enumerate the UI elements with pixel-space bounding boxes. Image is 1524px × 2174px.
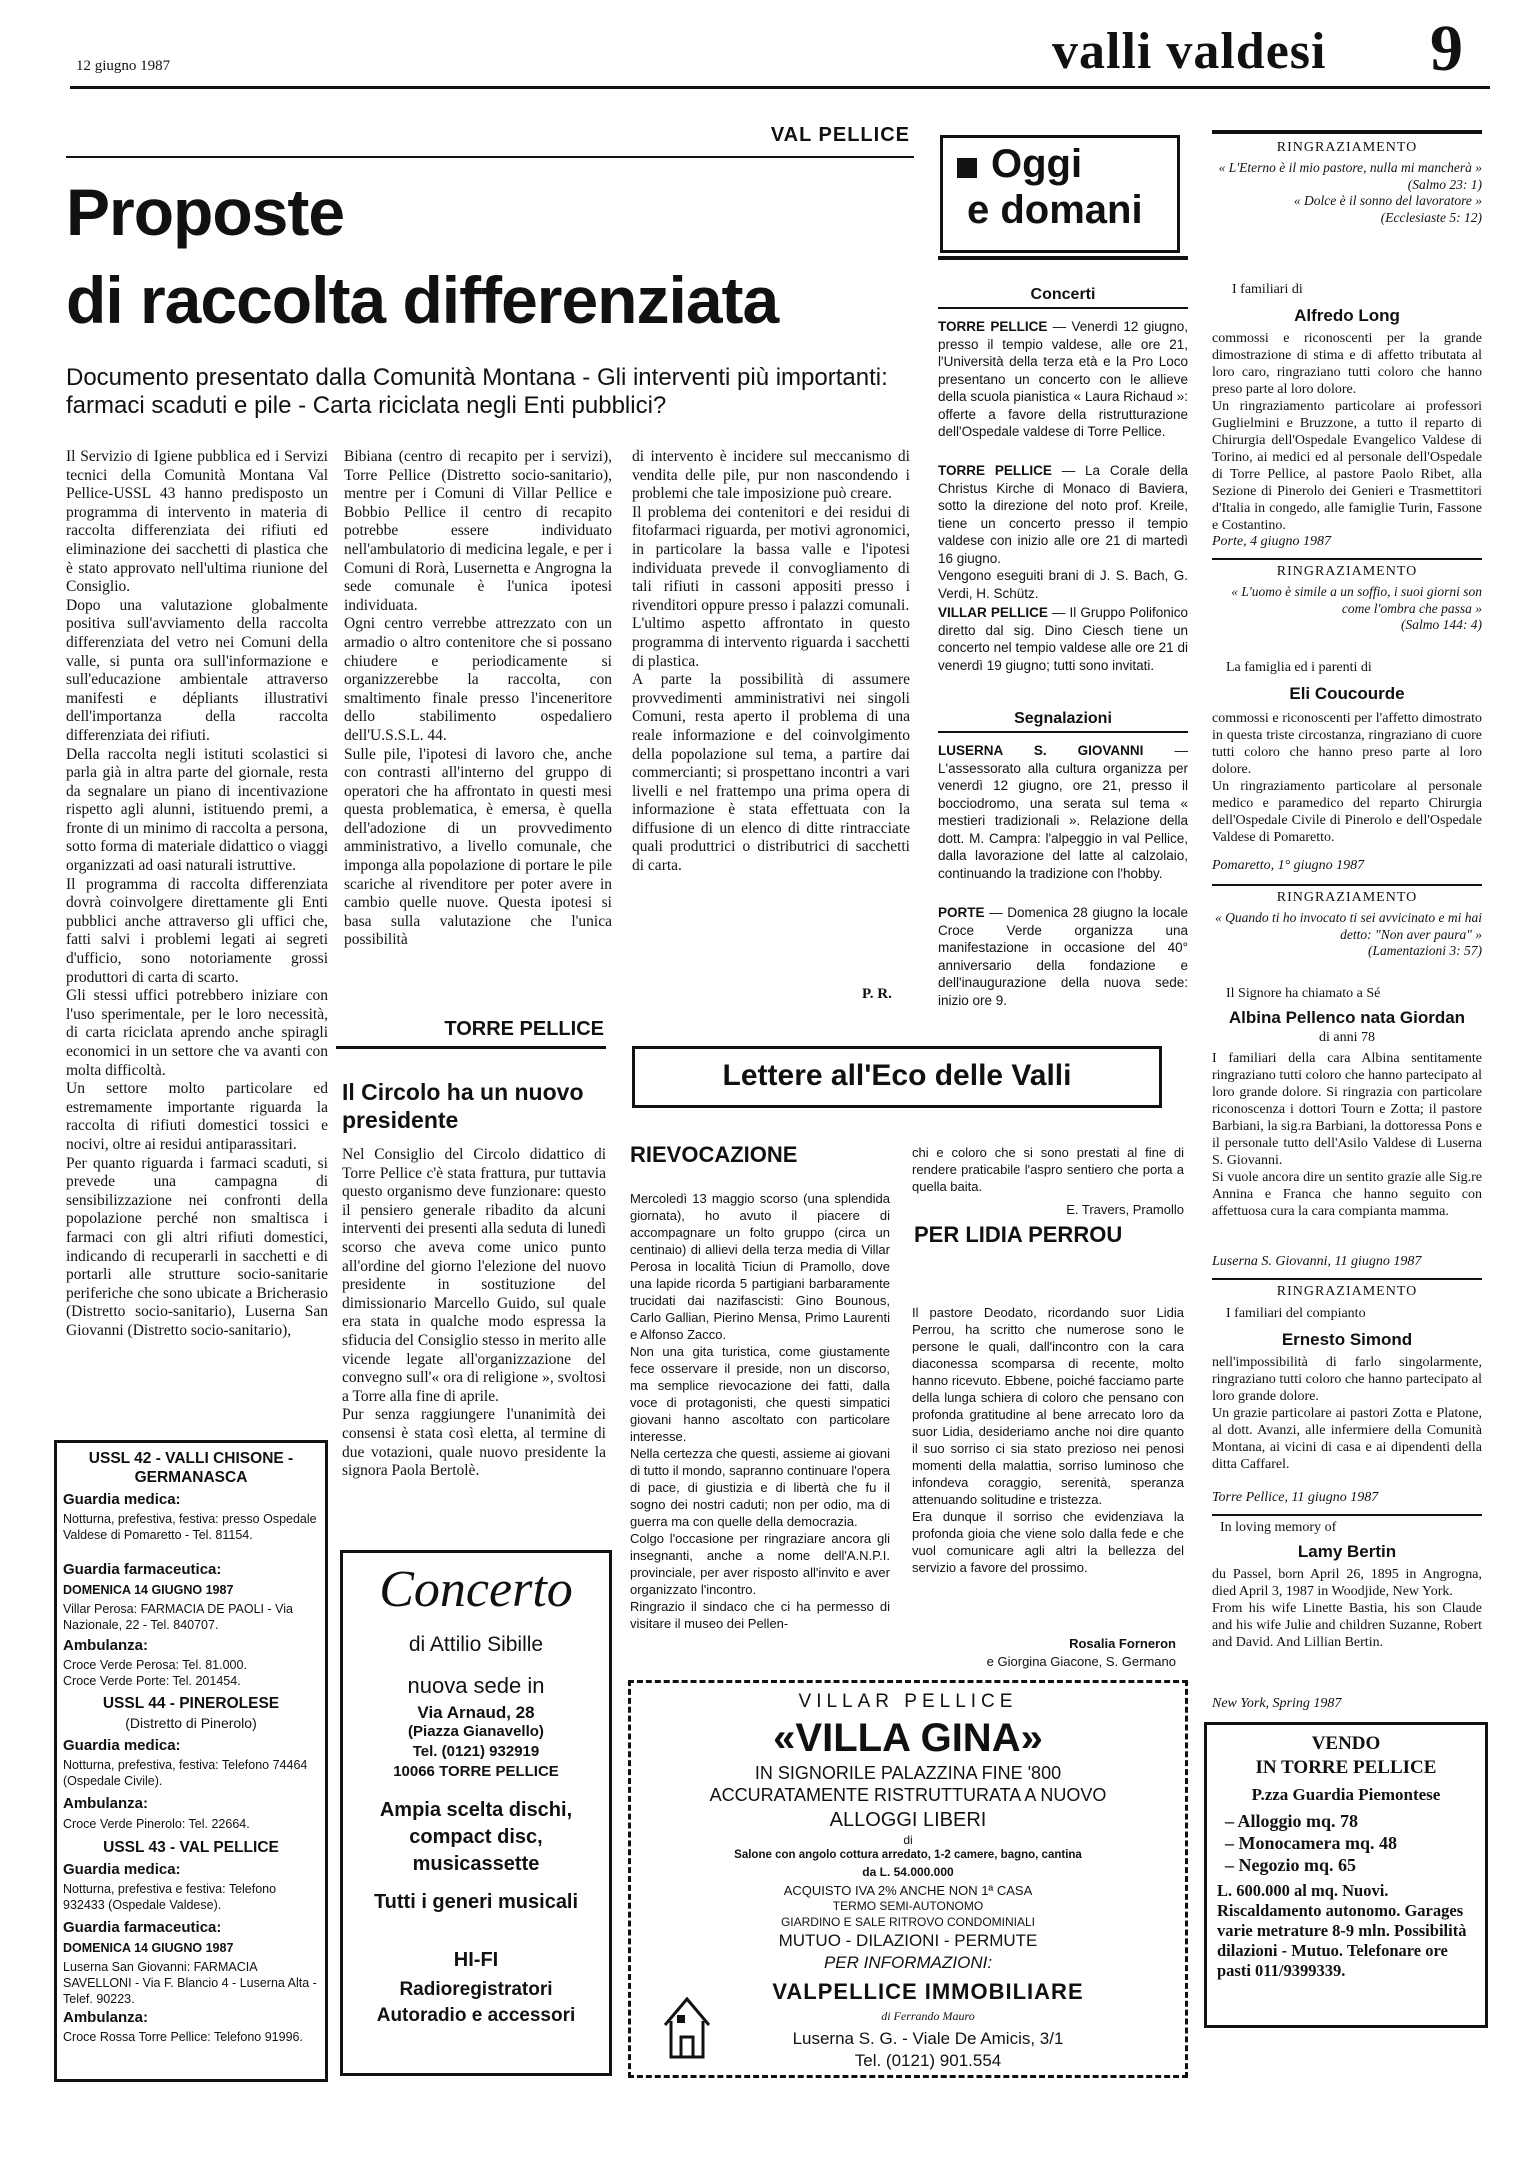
issue-date: 12 giugno 1987: [76, 58, 171, 74]
vendo-ad: [1204, 1722, 1488, 2028]
ringraziamento-name-1: Alfredo Long: [1294, 306, 1400, 325]
ussl-42-gm-label: Guardia medica:: [63, 1491, 181, 1508]
concerto-line-4: Radioregistratori Autoradio e accessori: [376, 1979, 576, 2026]
segnalazioni-rule: [938, 731, 1188, 733]
ussl-42-heading: USSL 42 - VALLI CHISONE - GERMANASCA: [88, 1450, 294, 1486]
ringraziamento-place-2: Pomaretto, 1° giugno 1987: [1212, 858, 1365, 873]
ussl-44-subheading: (Distretto di Pinerolo): [125, 1715, 257, 1731]
ringraziamento-age-3: di anni 78: [1319, 1030, 1375, 1045]
segnalazioni-header: Segnalazioni: [1014, 710, 1112, 727]
ringraziamento-place-1: Porte, 4 giugno 1987: [1212, 534, 1331, 549]
memory-text: du Passel, born April 26, 1895 in Angrogna, died April 3, 1987 in Woodjide, New York. From his wife Linette Bastia, his son Claude and his wife Julie and children Suzanne, Robert and David. And Lillian Bertin.: [1212, 1567, 1482, 1650]
memory-name: Lamy Bertin: [1297, 1542, 1397, 1561]
memory-intro: In loving memory of: [1220, 1520, 1337, 1535]
ringraziamento-quotes-2: « L'uomo è simile a un soffio, i suoi giorni son come l'ombra che passa » (Salmo 144: 4): [1231, 584, 1482, 632]
concerti-header: Concerti: [1030, 286, 1096, 303]
ussl-43-gm-text: Notturna, prefestiva e festiva: Telefono 932433 (Ospedale Valdese).: [63, 1882, 277, 1912]
square-bullet-icon: [957, 158, 977, 178]
lettere-banner: [632, 1046, 1162, 1108]
ringraziamento-place-4: Torre Pellice, 11 giugno 1987: [1212, 1490, 1379, 1505]
villa-line-3: ALLOGGI LIBERI: [829, 1809, 987, 1831]
torre-title: Il Circolo ha un nuovo presidente: [342, 1079, 584, 1133]
ringraziamento-heading-2: RINGRAZIAMENTO: [1276, 564, 1418, 579]
ringraziamento-intro-1: I familiari di: [1232, 282, 1303, 297]
villa-gina-ad: [628, 1680, 1188, 2078]
ringraziamento-heading-3: RINGRAZIAMENTO: [1276, 890, 1418, 905]
ringraziamento-rule-1: [1212, 130, 1482, 134]
ringraziamento-heading-1: RINGRAZIAMENTO: [1276, 140, 1418, 155]
ringraziamento-intro-2: La famiglia ed i parenti di: [1226, 660, 1372, 675]
ussl-box: [54, 1440, 328, 2082]
memory-rule: [1212, 1514, 1482, 1516]
ringraziamento-heading-4: RINGRAZIAMENTO: [1276, 1284, 1418, 1299]
villa-line-14: Luserna S. G. - Viale De Amicis, 3/1: [792, 2029, 1064, 2048]
vendo-line-3: – Negozio mq. 65: [1225, 1855, 1356, 1875]
ringraziamento-place-3: Luserna S. Giovanni, 11 giugno 1987: [1212, 1254, 1422, 1269]
villa-line-2: ACCURATAMENTE RISTRUTTURATA A NUOVO: [709, 1785, 1107, 1805]
ussl-44-gm-text: Notturna, prefestiva, festiva: Telefono 74464 (Ospedale Civile).: [63, 1758, 308, 1788]
rievocazione-signature: E. Travers, Pramollo: [1066, 1202, 1184, 1217]
oggi-item-4: LUSERNA S. GIOVANNI — L'assessorato alla cultura organizza per venerdì 12 giugno, ore 21, presso il bocciodromo, una serata sul tema « mestieri tradizionali ». Relazione della dott. M. Campra: l'alpeggio in val Pellice, dalla lavorazione del latte al calzolaio, continuando la tradizione con l'hobby.: [938, 743, 1188, 881]
lidia-signature-2: e Giorgina Giacone, S. Germano: [986, 1654, 1176, 1669]
vendo-title-2: IN TORRE PELLICE: [1255, 1757, 1437, 1778]
oggi-box: [940, 135, 1180, 253]
villa-line-13: di Ferrando Mauro: [881, 2009, 975, 2023]
concerto-line-1: Ampia scelta dischi, compact disc, musicassette: [379, 1799, 573, 1875]
torre-section-label: TORRE PELLICE: [444, 1018, 604, 1040]
oggi-rule: [938, 256, 1188, 260]
ringraziamento-quotes-1: « L'Eterno è il mio pastore, nulla mi mancherà » (Salmo 23: 1) « Dolce è il sonno del lavoratore » (Ecclesiaste 5: 12): [1218, 160, 1482, 225]
vendo-title: VENDO: [1311, 1733, 1381, 1754]
ussl-43-amb-label: Ambulanza:: [63, 2009, 149, 2026]
vendo-line-1: – Alloggio mq. 78: [1225, 1811, 1359, 1831]
ussl-43-gf-text: Luserna San Giovanni: FARMACIA SAVELLONI - Via F. Blancio 4 - Luserna Alta - Telef. 90223.: [63, 1960, 317, 2006]
ussl-42-gf-text: Villar Perosa: FARMACIA DE PAOLI - Via Nazionale, 22 - Tel. 840707.: [63, 1602, 293, 1632]
lidia-text: Il pastore Deodato, ricordando suor Lidia Perrou, ha scritto che numerose sono le persone le quali, dall'incontro con la cara diaconessa scomparsa di recente, molto hanno ricevuto. Ebbene, poiché facciamo parte della lunga schiera di coloro che pensano con profonda gratitudine al bene arrecato loro da suor Lidia, desideriamo anche noi dire quanto il suo sorriso ci sia stato prezioso nei penosi momenti della malattia, sorriso luminoso che infondeva coraggio, serenità, speranza attenuando solitudine e tristezza. Era dunque il sorriso che evidenziava la profonda gioia che viene solo dalla fede e che vuol comunicare agli altri la bellezza del servizio a favore del prossimo.: [912, 1305, 1184, 1575]
ringraziamento-text-4: nell'impossibilità di farlo singolarmente, ringraziano tutti coloro che hanno partecipato al loro grande dolore. Un grazie particolare ai pastori Zotta e Platone, al dott. Avanzi, alle infermiere della Comunità Montana, ai vicini di casa e ai dipendenti della ditta Caffarel.: [1212, 1355, 1482, 1472]
villa-name: «VILLA GINA»: [773, 1716, 1043, 1760]
villa-place: VILLAR PELLICE: [798, 1691, 1018, 1712]
ussl-43-gf-label: Guardia farmaceutica:: [63, 1919, 222, 1936]
ussl-43-amb-text: Croce Rossa Torre Pellice: Telefono 91996.: [63, 2030, 303, 2044]
oggi-item-2: TORRE PELLICE — La Corale della Christus Kirche di Monaco di Baviera, sotto la direzione del noto prof. Kreile, tiene un concerto presso il tempio valdese con inizio alle ore 21 di martedì 16 giugno. Vengono eseguiti brani di J. S. Bach, G. Verdi, H. Schütz.: [938, 463, 1189, 601]
headline-line1: Proposte: [66, 175, 345, 249]
ussl-42-amb-label: Ambulanza:: [63, 1637, 149, 1654]
vendo-location: P.zza Guardia Piemontese: [1251, 1785, 1441, 1804]
rievocazione-title: RIEVOCAZIONE: [630, 1142, 798, 1167]
villa-line-6: da L. 54.000.000: [862, 1865, 954, 1879]
section-rule: [66, 156, 914, 158]
article-subtitle: Documento presentato dalla Comunità Montana - Gli interventi più importanti: farmaci scaduti e pile - Carta riciclata negli Enti pubblici?: [66, 364, 888, 419]
villa-line-12: VALPELLICE IMMOBILIARE: [772, 1979, 1084, 2004]
concerti-rule: [938, 307, 1188, 309]
ringraziamento-text-3: I familiari della cara Albina sentitamente ringraziano tutti coloro che hanno partecipato al loro grande dolore. Si ringrazia con particolare riconoscenza i dottori Tourn e Zotta; il pastore Barbiani, la sig.ra Barbiani, la dottoressa Pons e il personale tutto dell'Asilo Valdese di Luserna S. Giovanni. Si vuole ancora dire un sentito grazie alle Sig.re Annina e Franca che hanno seguito con affettuosa cura la cara compianta mamma.: [1212, 1051, 1482, 1219]
article-column-2: Bibiana (centro di recapito per i servizi), Torre Pellice (Distretto socio-sanitario), mentre per i Comuni di Villar Pellice e Bobbio Pellice il centro di recapito potrebbe essere individuato nell'ambulatorio di medicina legale, e per i Comuni di Rorà, Lusernetta e Angrogna la sede comunale è l'unica ipotesi individuata. Ogni centro verrebbe attrezzato con un armadio o altro contenitore che si possano chiudere e periodicamente si organizzerebbe la raccolta, con smaltimento finale presso l'inceneritore dello stabilimento ospedaliero dell'U.S.S.L. 44. Sulle pile, l'ipotesi di lavoro che, anche con contrasti all'interno del gruppo di operatori che ha affrontato in questi mesi questa problematica, è emersa, è quella dell'adozione di un provvedimento amministrativo, a livello comunale, che imponga alla popolazione di portare le pile scariche al rivenditore per poter avere in cambio quelle nuove. Questa ipotesi si basa sulla valutazione che l'unica possibilità: [344, 448, 612, 949]
villa-line-10: MUTUO - DILAZIONI - PERMUTE: [778, 1931, 1038, 1950]
ringraziamento-name-2: Eli Coucourde: [1289, 684, 1405, 703]
concerto-ad: [340, 1550, 612, 2076]
villa-line-1: IN SIGNORILE PALAZZINA FINE '800: [754, 1763, 1062, 1783]
concerto-new-seat: nuova sede in: [407, 1673, 545, 1698]
ussl-44-heading: USSL 44 - PINEROLESE: [102, 1695, 280, 1712]
ringraziamento-quotes-3: « Quando ti ho invocato ti sei avvicinato e mi hai detto: "Non aver paura" » (Lamentazioni 3: 57): [1215, 910, 1482, 958]
concerto-by: di Attilio Sibille: [408, 1633, 544, 1656]
headline-line2: di raccolta differenziata: [66, 263, 779, 337]
concerto-city: 10066 TORRE PELLICE: [393, 1763, 559, 1780]
masthead: valli valdesi: [1052, 23, 1327, 80]
villa-line-15: Tel. (0121) 901.554: [854, 2051, 1002, 2070]
oggi-title-line2: e domani: [967, 188, 1143, 232]
villa-line-11: PER INFORMAZIONI:: [823, 1953, 993, 1972]
ussl-42-gf-date: DOMENICA 14 GIUGNO 1987: [63, 1583, 234, 1597]
concerto-line-2: Tutti i generi musicali: [373, 1891, 579, 1913]
ussl-43-heading: USSL 43 - VAL PELLICE: [103, 1839, 279, 1856]
ringraziamento-intro-3: Il Signore ha chiamato a Sé: [1226, 986, 1381, 1001]
ringraziamento-name-3: Albina Pellenco nata Giordan: [1228, 1008, 1466, 1027]
ringraziamento-text-2: commossi e riconoscenti per l'affetto dimostrato in questa triste circostanza, ringraziano di cuore tutti coloro che hanno preso parte al loro dolore. Un ringraziamento particolare al personale medico e paramedico del reparto Chirurgia dell'Ospedale Civile di Pinerolo e dell'Ospedale Valdese di Pomaretto.: [1212, 711, 1482, 845]
ussl-44-amb-label: Ambulanza:: [63, 1795, 149, 1812]
oggi-item-3: VILLAR PELLICE — Il Gruppo Polifonico diretto dal sig. Dino Ciesch tiene un concerto nel tempio valdese alle ore 21 di venerdì 19 giugno; tutti sono invitati.: [938, 605, 1188, 673]
article-column-3: di intervento è incidere sul meccanismo di vendita delle pile, pur non nascondendo i problemi che tale imposizione può creare. Il problema dei contenitori e dei residui di fitofarmaci riguarda, per motivi agronomici, in particolare la bassa valle e l'ipotesi individuata prevede il convogliamento di tali rifiuti in cassoni appositi presso i rivenditori oppure presso i palazzi comunali. L'ultimo aspetto affrontato in questo programma di intervento riguarda i sacchetti di plastica. A parte la possibilità di assumere provvedimenti amministrativi nei singoli Comuni, resta aperto il problema di una reale informazione e del coinvolgimento della popolazione sul tema, a partire dai commercianti; si prospettano incontri a vari livelli e nel frattempo una prima opera di informazione è stata effettuata con la diffusione di un elenco di ditte rintracciate quali produttrici o distributrici di sacchetti di carta.: [632, 448, 910, 875]
memory-place: New York, Spring 1987: [1212, 1696, 1342, 1711]
concerto-line-3: HI-FI: [453, 1949, 499, 1971]
ringraziamento-rule-2: [1212, 558, 1482, 560]
concerto-address: Via Arnaud, 28: [417, 1703, 535, 1722]
section-label: VAL PELLICE: [770, 124, 910, 146]
page-number: 9: [1430, 12, 1463, 85]
villa-line-7: ACQUISTO IVA 2% ANCHE NON 1ª CASA: [783, 1883, 1033, 1898]
lidia-title: PER LIDIA PERROU: [914, 1222, 1123, 1247]
house-sketch-icon: [657, 1985, 717, 2065]
vendo-text: L. 600.000 al mq. Nuovi. Riscaldamento autonomo. Garages varie metrature 8-9 mln. Possibilità dilazioni - Mutuo. Telefonare ore pasti 011/9399339.: [1217, 1881, 1467, 1980]
torre-text: Nel Consiglio del Circolo didattico di Torre Pellice c'è stata frattura, pur tuttavia questo organismo deve funzionare: questo il pensiero generale ribadito da alcuni interventi dei presenti alla seduta di lunedì scorso che aveva come unico punto all'ordine del giorno l'elezione del nuovo presidente in sostituzione del dimissionario Marcello Guido, sul quale era stata in qualche modo espressa la sfiducia del Consiglio stesso in merito alle vicende legate all'organizzazione del convegno sull'« ora di religione », svoltosi a Torre alla fine di aprile. Pur senza raggiungere l'unanimità dei consensi è stata così eletta, al termine di due votazioni, quale nuovo presidente la signora Paola Bertolè.: [342, 1146, 606, 1480]
villa-line-5: Salone con angolo cottura arredato, 1-2 camere, bagno, cantina: [734, 1849, 1082, 1861]
ussl-44-amb-text: Croce Verde Pinerolo: Tel. 22664.: [63, 1817, 250, 1831]
oggi-item-5: PORTE — Domenica 28 giugno la locale Croce Verde organizza una manifestazione in occasione del 40° anniversario della fondazione e dell'inaugurazione della nuova sede: inizio ore 9.: [938, 905, 1188, 1008]
ussl-44-gm-label: Guardia medica:: [63, 1737, 181, 1754]
concerto-address-2: (Piazza Gianavello): [408, 1723, 544, 1740]
ringraziamento-text-1: commossi e riconoscenti per la grande dimostrazione di stima e di affetto tributata al loro caro, ringraziano tutti coloro che hanno preso parte al loro dolore. Un ringraziamento particolare ai professori Guglielmini e Bruzzone, a tutto il reparto di Chirurgia dell'Ospedale Evangelico Valdese di Torino, ai medici ed al personale dell'Ospedale di Torre Pellice, al pastore Paolo Ribet, alla Sezione di Pinerolo dei Genieri e Trasmettitori d'Italia in congedo, alle famiglie Turin, Fassone e Costantino.: [1212, 331, 1482, 533]
ringraziamento-name-4: Ernesto Simond: [1281, 1330, 1413, 1349]
header-rule: [70, 86, 1490, 89]
torre-rule: [336, 1046, 606, 1049]
ringraziamento-intro-4: I familiari del compianto: [1226, 1306, 1366, 1321]
rievocazione-continuation: chi e coloro che si sono prestati al fine di rendere praticabile l'aspro sentiero che porta a quella baita.: [912, 1145, 1184, 1194]
rievocazione-text: Mercoledì 13 maggio scorso (una splendida giornata), ho avuto il piacere di accompagnare un folto gruppo (circa un centinaio) di allievi della terza media di Villar Perosa in località Ticiun di Pramollo, dove una lapide ricorda 5 partigiani barbaramente trucidati dai nazifascisti: Gino Bounous, Carlo Gallian, Pierino Mensa, Primo Laurenti e Alfonso Zacco. Non una gita turistica, come giustamente fece osservare il preside, non un discorso, ma semplice rievocazione dei fatti, dalla voce di protagonisti, che questi simpatici giovani hanno ascoltato con particolare interesse. Nella certezza che questi, assieme ai giovani di tutto il mondo, sapranno continuare l'opera di pace, di giustizia e di libertà che fu il sogno dei nostri caduti; non per odio, ma di guerra ma con quelle della democrazia. Colgo l'occasione per ringraziare ancora gli insegnanti, anche a nome dell'A.N.P.I. provinciale, per aver risposto all'invito e aver organizzato l'incontro. Ringrazio il sindaco che ci ha permesso di visitare il museo dei Pellen-: [630, 1191, 890, 1631]
ussl-43-gm-label: Guardia medica:: [63, 1861, 181, 1878]
lidia-signature-1: Rosalia Forneron: [1069, 1636, 1176, 1651]
oggi-title-line1: Oggi: [991, 142, 1083, 186]
ussl-42-amb-text: Croce Verde Perosa: Tel. 81.000. Croce Verde Porte: Tel. 201454.: [63, 1658, 247, 1688]
article-signature: P. R.: [862, 986, 892, 1002]
ringraziamento-rule-3: [1212, 884, 1482, 886]
concerto-title: Concerto: [379, 1561, 573, 1618]
ringraziamento-rule-4: [1212, 1278, 1482, 1280]
concerto-tel: Tel. (0121) 932919: [412, 1743, 540, 1760]
villa-line-8: TERMO SEMI-AUTONOMO: [832, 1899, 984, 1913]
ussl-42-gm-text: Notturna, prefestiva, festiva: presso Ospedale Valdese di Pomaretto - Tel. 81154.: [63, 1512, 317, 1542]
villa-line-9: GIARDINO E SALE RITROVO CONDOMINIALI: [780, 1915, 1036, 1929]
vendo-line-2: – Monocamera mq. 48: [1225, 1833, 1397, 1853]
article-column-1: Il Servizio di Igiene pubblica ed i Servizi tecnici della Comunità Montana Val Pellice-USSL 43 hanno predisposto un programma di intervento in materia di raccolta differenziata dei rifiuti ed eliminazione dei sacchetti di plastica che è stato approvato nell'ultima riunione del Consiglio. Dopo una valutazione globalmente positiva sull'avviamento della raccolta differenziata del vetro nei Comuni della valle, si punta ora sull'informazione e sull'educazione ambientale attraverso manifesti e dépliants illustrativi dell'importanza della raccolta differenziata dei rifiuti. Della raccolta negli istituti scolastici si parla già in altra parte del giornale, resta da segnalare un piano di incentivazione rispetto agli alunni, istituendo premi, a fronte di un minimo di raccolta a persona, sotto forma di materiale didattico o viaggi organizzati ad oasi naturali istruttive. Il programma di raccolta differenziata dovrà coinvolgere direttamente gli Enti pubblici anche attraverso gli uffici che, fatti salvi i problemi legati ai segreti d'ufficio, sono notoriamente grossi produttori di carta di scarto. Gli stessi uffici potrebbero iniziare con l'uso sperimentale, per le loro necessità, di carta riciclata aprendo anche spiragli economici in un settore che va avanti con molta difficoltà. Un settore molto particolare ed estremamente importante riguarda la raccolta di rifiuti domestici tossici e nocivi, oltre ai residui antiparassitari. Per quanto riguarda i farmaci scaduti, si prevede una campagna di sensibilizzazione nei confronti della popolazione perché non smaltisca i farmaci con gli altri rifiuti domestici, indicando di recuperarli in sacchetti e di portarli alle strutture socio-sanitarie periferiche che sono ubicate a Bricherasio (Distretto socio-sanitario), Luserna San Giovanni (Distretto socio-sanitario),: [66, 448, 328, 1339]
ussl-42-gf-label: Guardia farmaceutica:: [63, 1561, 222, 1578]
villa-line-4: di: [903, 1833, 913, 1847]
oggi-item-1: TORRE PELLICE — Venerdì 12 giugno, presso il tempio valdese, alle ore 21, l'Università della terza età e la Pro Loco presentano un concerto con le allieve della scuola pianistica « Laura Richaud »: offerte a favore della ristrutturazione dell'Ospedale valdese di Torre Pellice.: [938, 319, 1188, 439]
ussl-43-gf-date: DOMENICA 14 GIUGNO 1987: [63, 1941, 234, 1955]
lettere-title: Lettere all'Eco delle Valli: [722, 1059, 1072, 1092]
